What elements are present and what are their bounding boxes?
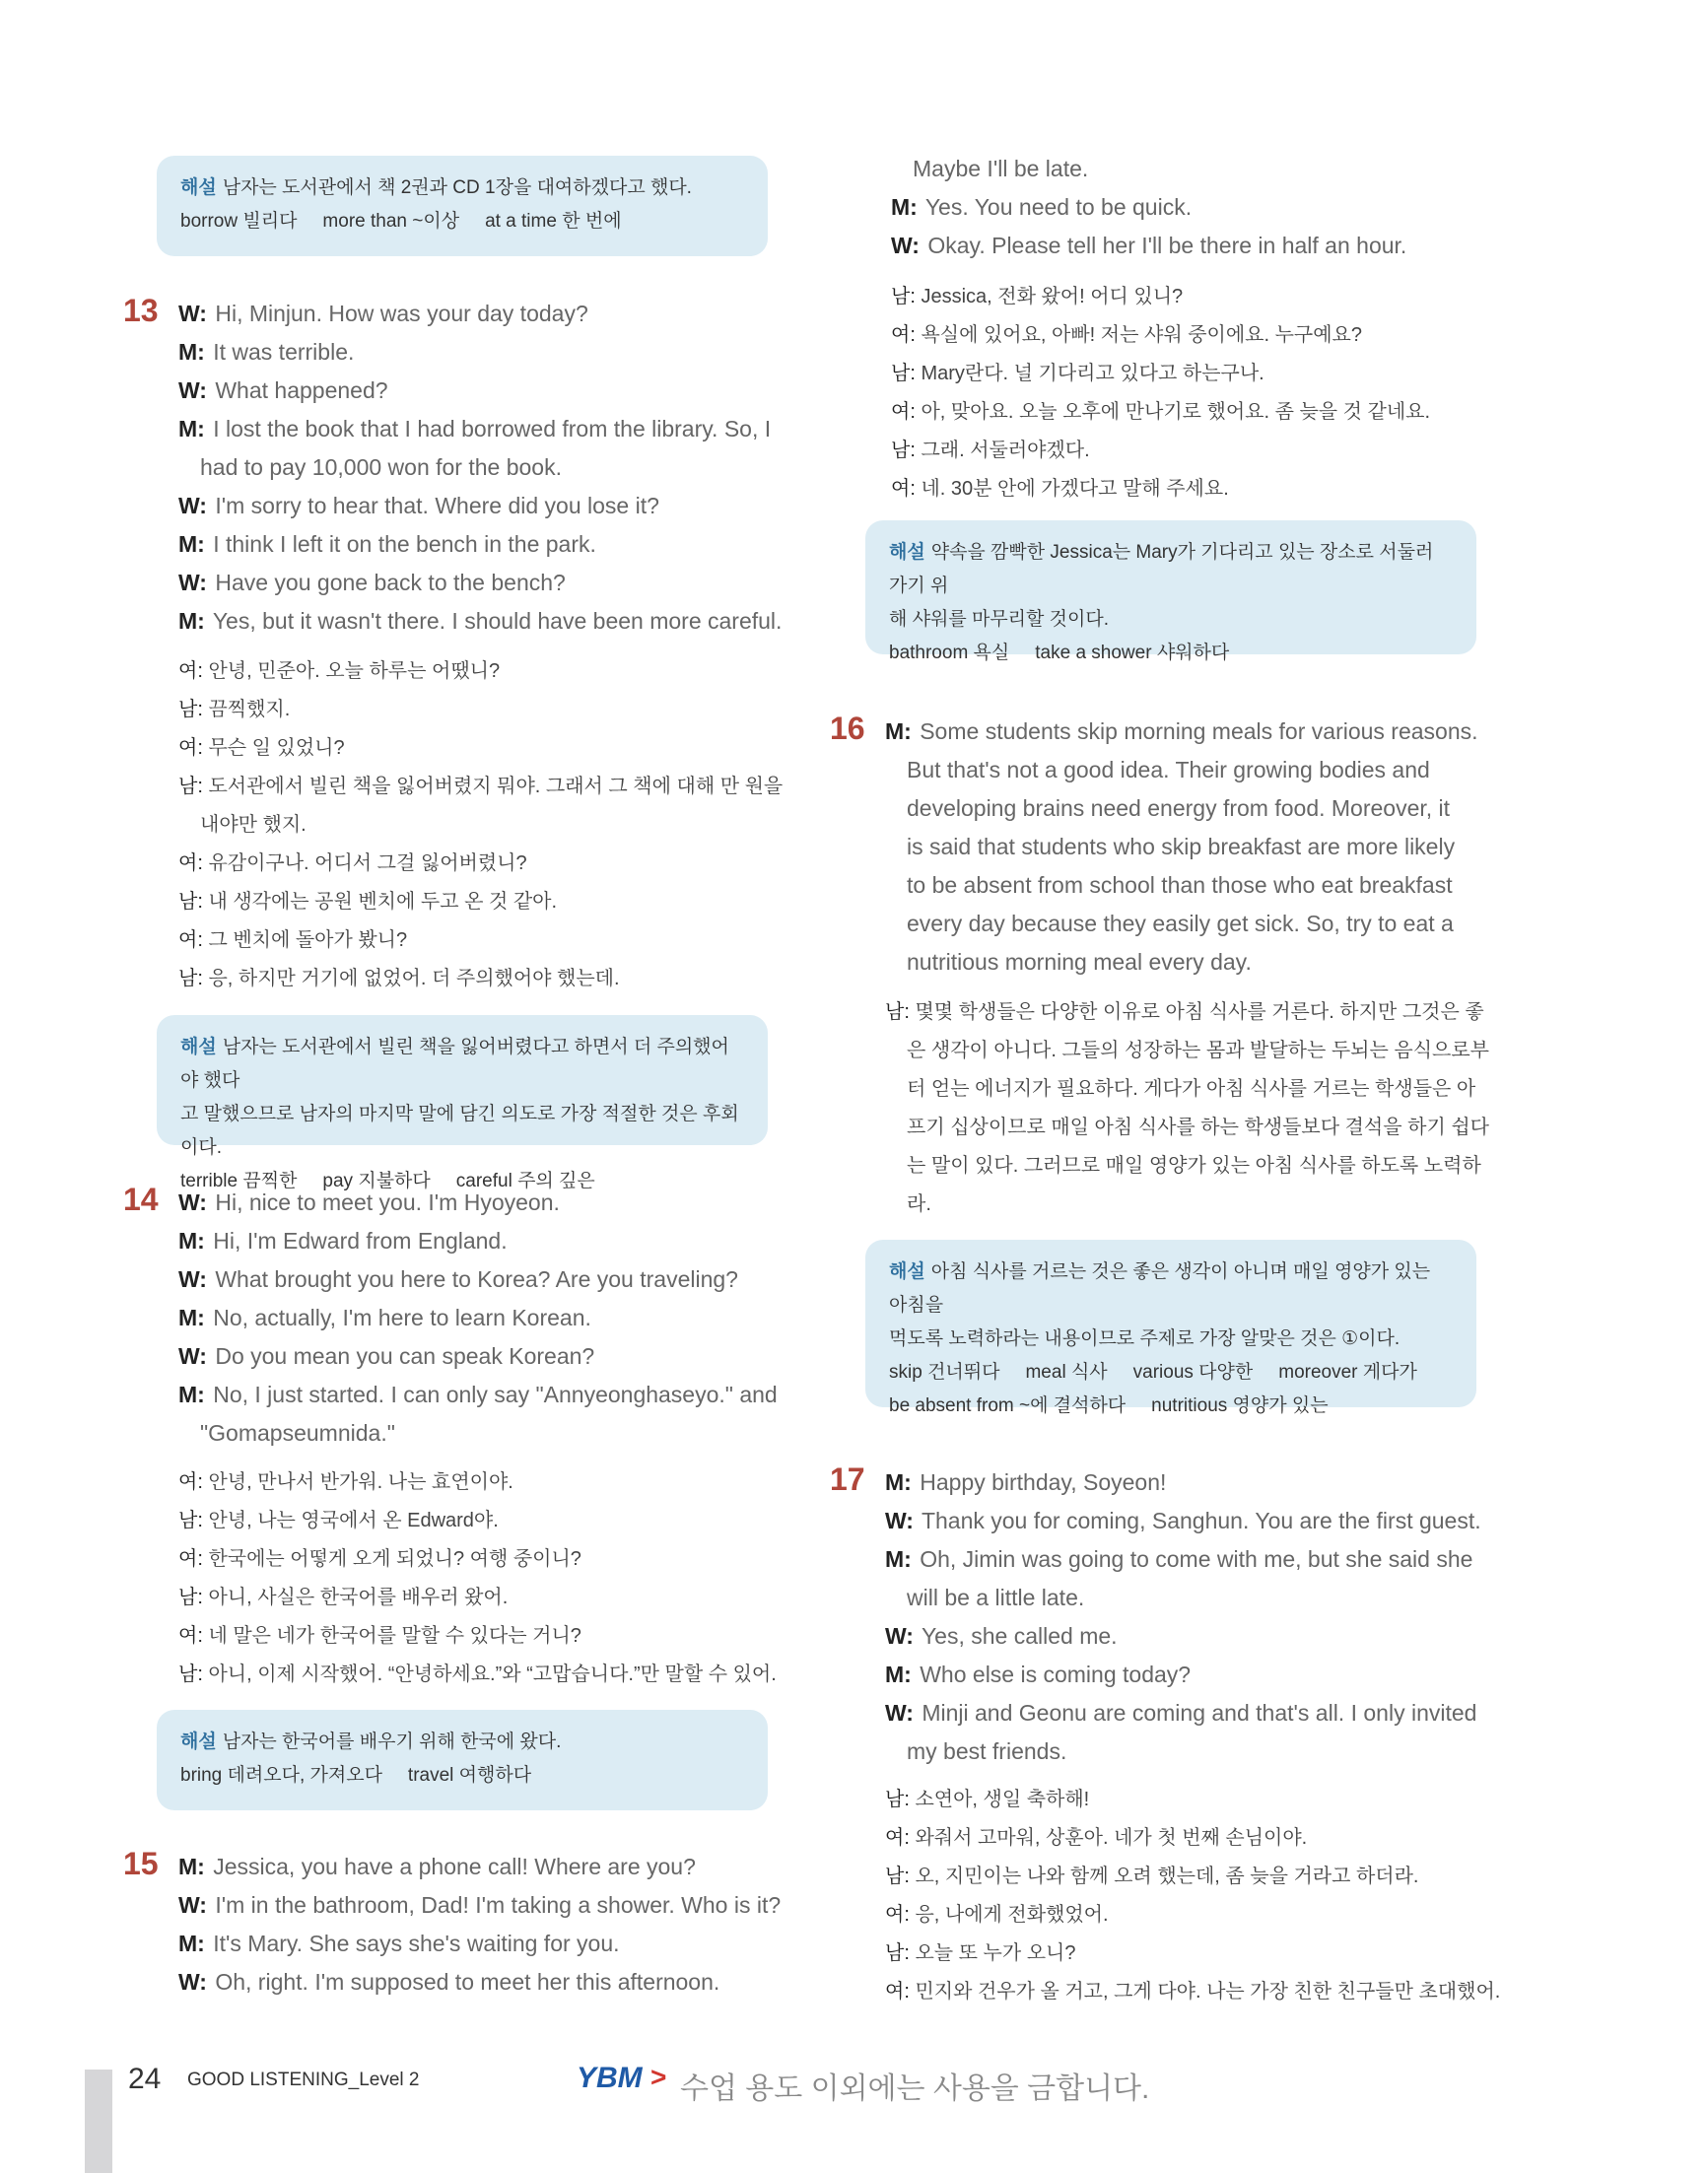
explanation-box-16 [865,1240,1476,1416]
line-text: 아니, 사실은 한국어를 배우러 왔어. [208,1587,509,1608]
speaker-label: 남: [885,1001,910,1023]
vocab-item: pay 지불하다 [322,1171,431,1191]
explanation-text: 남자는 한국어를 배우기 위해 한국에 왔다. [222,1732,562,1752]
explanation-tag: 해설 [180,1037,217,1057]
translation-line [891,470,1229,509]
speaker-label: M: [178,1931,205,1956]
line-text: "Gomapseumnida." [200,1420,395,1446]
line-text: Who else is coming today? [920,1662,1192,1687]
vocab-item: nutritious 영양가 있는 [1151,1395,1329,1416]
line-text: Have you gone back to the bench? [215,570,566,595]
dialogue-line [885,1463,1166,1502]
line-text: 응, 나에게 전화했었어. [915,1904,1109,1926]
line-text: 오늘 또 누가 오니? [915,1942,1076,1964]
line-text: had to pay 10,000 won for the book. [200,454,562,480]
vocab-item: travel 여행하다 [407,1765,532,1786]
dialogue-line [885,1540,1472,1579]
line-text: 응, 하지만 거기에 없었어. 더 주의했어야 했는데. [208,968,620,989]
line-text: Jessica, 전화 왔어! 어디 있니? [921,286,1184,307]
translation-line [885,1935,1076,1973]
translation-line [907,1032,1489,1070]
speaker-label: M: [178,1228,205,1254]
speaker-label: M: [178,1305,205,1330]
explanation-text: 아침 식사를 거르는 것은 좋은 생각이 아니며 매일 영양가 있는 아침을 [889,1261,1431,1316]
dialogue-line [885,1694,1476,1732]
dialogue-line [178,1184,560,1222]
speaker-label: 남: [178,1664,203,1685]
explanation-tag: 해설 [180,1732,217,1752]
dialogue-line [178,1963,719,2002]
speaker-label: W: [178,1892,207,1918]
dialogue-line [891,227,1406,265]
line-text: 그래. 서둘러야겠다. [921,440,1090,461]
translation-line [891,316,1362,355]
page-number: 24 [128,2063,162,2095]
translation-line [178,921,407,960]
speaker-label: W: [178,1343,207,1369]
speaker-label: M: [885,1662,912,1687]
speaker-label: 여: [885,1904,910,1926]
translation-line [907,1186,931,1224]
line-text: 오, 지민이는 나와 함께 오려 했는데, 좀 늦을 거라고 하더라. [915,1866,1419,1887]
line-text: It was terrible. [213,339,355,365]
speaker-label: W: [885,1700,914,1726]
line-text: No, actually, I'm here to learn Korean. [213,1305,591,1330]
speaker-label: W: [178,570,207,595]
dialogue-line [907,905,1454,943]
line-text: I'm sorry to hear that. Where did you lose it? [215,493,659,518]
line-text: I lost the book that I had borrowed from the library. So, I [213,416,772,441]
speaker-label: W: [885,1623,914,1649]
speaker-label: 여: [885,1827,910,1849]
line-text: 안녕, 만나서 반가워. 나는 효연이야. [208,1471,513,1493]
chevron-right-icon: > [650,2062,667,2092]
line-text: 욕실에 있어요, 아빠! 저는 샤워 중이에요. 누구예요? [921,324,1362,346]
line-text: Thank you for coming, Sanghun. You are the first guest. [921,1508,1481,1533]
dialogue-line [885,713,1478,751]
dialogue-line [907,789,1450,828]
dialogue-line [885,1617,1118,1656]
line-text: 안녕, 나는 영국에서 온 Edward야. [208,1510,499,1531]
dialogue-line [885,1656,1191,1694]
dialogue-line [178,1886,781,1925]
dialogue-line [178,1222,508,1260]
line-text: 끔찍했지. [208,699,291,720]
translation-line [178,1579,508,1617]
speaker-label: 여: [891,324,916,346]
translation-line [885,1973,1500,2011]
line-text: What brought you here to Korea? Are you traveling? [215,1266,738,1292]
speaker-label: 여: [178,660,203,682]
line-text: 몇몇 학생들은 다양한 이유로 아침 식사를 거른다. 하지만 그것은 좋 [915,1001,1484,1023]
line-text: Minji and Geonu are coming and that's all. I only invited [922,1700,1477,1726]
line-text: 와줘서 고마워, 상훈아. 네가 첫 번째 손님이야. [915,1827,1308,1849]
speaker-label: 여: [178,852,203,874]
line-text: developing brains need energy from food. Moreover, it [907,795,1451,821]
dialogue-line [178,410,771,448]
dialogue-line [178,295,588,333]
line-text: Hi, Minjun. How was your day today? [215,301,588,326]
line-text: 유감이구나. 어디서 그걸 잃어버렸니? [208,852,527,874]
translation-line [891,393,1430,432]
explanation-text: 먹도록 노력하라는 내용이므로 주제로 가장 알맞은 것은 ①이다. [889,1328,1401,1349]
line-text: 민지와 건우가 올 거고, 그게 다야. 나는 가장 친한 친구들만 초대했어. [915,1981,1501,2003]
speaker-label: 여: [885,1981,910,2003]
dialogue-line [178,1260,738,1299]
dialogue-line [907,866,1453,905]
translation-line [891,355,1264,393]
dialogue-line [891,188,1192,227]
speaker-label: 여: [178,1625,203,1647]
translation-line [891,278,1183,316]
explanation-text: 고 말했으므로 남자의 마지막 말에 담긴 의도로 가장 적절한 것은 후회이다. [180,1104,739,1158]
line-text: 도서관에서 빌린 책을 잃어버렸지 뭐야. 그래서 그 책에 대해 만 원을 [208,776,784,797]
speaker-label: M: [885,718,912,744]
vocab-item: bathroom 욕실 [889,643,1010,663]
explanation-box-15 [865,520,1476,663]
dialogue-line [178,1848,696,1886]
question-number-16: 16 [830,711,865,746]
vocab-item: terrible 끔찍한 [180,1171,298,1191]
speaker-label: 여: [178,737,203,759]
dialogue-line [907,828,1455,866]
line-text: to be absent from school than those who eat breakfast [907,872,1453,898]
translation-line [885,1781,1089,1819]
explanation-tag: 해설 [889,1261,925,1282]
speaker-label: W: [891,233,920,258]
speaker-label: 남: [178,699,203,720]
speaker-label: 여: [891,478,916,500]
explanation-tag: 해설 [889,542,925,563]
dialogue-line [907,1732,1066,1771]
vocab-item: meal 식사 [1025,1362,1108,1383]
line-text: 무슨 일 있었니? [208,737,345,759]
line-text: my best friends. [907,1738,1067,1764]
speaker-label: W: [178,1266,207,1292]
translation-line [178,691,290,729]
translation-line [891,432,1090,470]
speaker-label: M: [178,608,205,634]
speaker-label: M: [885,1546,912,1572]
line-text: 은 생각이 아니다. 그들의 성장하는 몸과 발달하는 두뇌는 음식으로부 [907,1040,1489,1061]
translation-line [178,729,345,768]
translation-line [178,768,783,806]
footer-side-bar [85,2070,112,2173]
line-text: 그 벤치에 돌아가 봤니? [208,929,408,951]
question-number-13: 13 [123,293,159,328]
brand-logo: YBM [577,2062,643,2094]
translation-line [885,1858,1419,1896]
line-text: But that's not a good idea. Their growing bodies and [907,757,1430,782]
translation-line [885,993,1484,1032]
line-text: Mary란다. 널 기다리고 있다고 하는구나. [921,363,1264,384]
line-text: 는 말이 있다. 그러므로 매일 영양가 있는 아침 식사를 하도록 노력하 [907,1155,1481,1177]
explanation-box-12 [157,156,768,256]
vocab-item: more than ~이상 [322,211,460,232]
speaker-label: M: [885,1469,912,1495]
line-text: Some students skip morning meals for various reasons. [920,718,1478,744]
vocab-item: various 다양한 [1132,1362,1254,1383]
explanation-box-13 [157,1015,768,1191]
line-text: 아니, 이제 시작했어. “안녕하세요.”와 “고맙습니다.”만 말할 수 있어. [208,1664,777,1685]
translation-line [178,1617,581,1656]
line-text: Yes, she called me. [921,1623,1118,1649]
dialogue-line [178,1925,620,1963]
line-text: 내 생각에는 공원 벤치에 두고 온 것 같아. [208,891,558,913]
speaker-label: 남: [891,440,916,461]
translation-line [200,806,307,845]
line-text: Happy birthday, Soyeon! [920,1469,1167,1495]
book-title: GOOD LISTENING_Level 2 [187,2070,420,2090]
line-text: What happened? [215,377,388,403]
dialogue-line [178,487,659,525]
dialogue-line [200,1414,395,1453]
speaker-label: W: [178,1969,207,1995]
line-text: I think I left it on the bench in the park. [213,531,596,557]
speaker-label: 여: [178,929,203,951]
line-text: Do you mean you can speak Korean? [215,1343,595,1369]
line-text: 터 얻는 에너지가 필요하다. 게다가 아침 식사를 거르는 학생들은 아 [907,1078,1476,1100]
line-text: Hi, nice to meet you. I'm Hyoyeon. [215,1189,560,1215]
line-text: is said that students who skip breakfast are more likely [907,834,1456,859]
speaker-label: 남: [891,286,916,307]
usage-notice: 수업 용도 이외에는 사용을 금합니다. [680,2072,1150,2105]
explanation-text: 해 샤워를 마무리할 것이다. [889,609,1110,630]
speaker-label: 남: [885,1866,910,1887]
dialogue-line [178,602,782,641]
translation-line [178,845,527,883]
line-text: 안녕, 민준아. 오늘 하루는 어땠니? [208,660,501,682]
dialogue-line [178,564,566,602]
line-text: 라. [907,1193,931,1215]
dialogue-line [200,448,562,487]
translation-line [178,1463,513,1502]
vocab-item: moreover 게다가 [1278,1362,1417,1383]
vocab-item: careful 주의 깊은 [455,1171,595,1191]
question-number-14: 14 [123,1182,159,1217]
line-text: 내야만 했지. [200,814,307,836]
vocab-item: at a time 한 번에 [485,211,622,232]
dialogue-line [178,333,354,372]
translation-line [885,1896,1109,1935]
vocab-item: be absent from ~에 결석하다 [889,1395,1127,1416]
line-text: 한국에는 어떻게 오게 되었니? 여행 중이니? [208,1548,581,1570]
speaker-label: M: [178,1382,205,1407]
speaker-label: W: [178,1189,207,1215]
vocab-item: take a shower 샤워하다 [1035,643,1230,663]
speaker-label: W: [178,493,207,518]
speaker-label: 남: [178,1510,203,1531]
dialogue-line [178,525,596,564]
line-text: 네. 30분 안에 가겠다고 말해 주세요. [921,478,1229,500]
line-text: Oh, right. I'm supposed to meet her this afternoon. [215,1969,720,1995]
translation-line [907,1147,1481,1186]
translation-line [178,960,620,998]
line-text: 네 말은 네가 한국어를 말할 수 있다는 거니? [208,1625,581,1647]
translation-line [178,652,500,691]
explanation-text: 남자는 도서관에서 책 2권과 CD 1장을 대여하겠다고 했다. [222,177,692,198]
translation-line [178,1656,777,1694]
speaker-label: M: [178,1854,205,1879]
speaker-label: M: [178,531,205,557]
dialogue-line [178,1299,591,1337]
translation-line [907,1070,1475,1109]
speaker-label: 남: [885,1789,910,1810]
speaker-label: M: [178,416,205,441]
speaker-label: 여: [891,401,916,423]
explanation-tag: 해설 [180,177,217,198]
line-text: No, I just started. I can only say "Annyeonghaseyo." and [213,1382,778,1407]
speaker-label: 남: [891,363,916,384]
speaker-label: 남: [178,891,203,913]
line-text: 소연아, 생일 축하해! [915,1789,1090,1810]
question-number-17: 17 [830,1461,865,1497]
vocab-item: skip 건너뛰다 [889,1362,1000,1383]
line-text: nutritious morning meal every day. [907,949,1252,975]
line-text: Oh, Jimin was going to come with me, but she said she [920,1546,1473,1572]
speaker-label: 남: [178,1587,203,1608]
speaker-label: W: [178,377,207,403]
translation-line [885,1819,1307,1858]
question-number-15: 15 [123,1846,159,1881]
line-text: Yes, but it wasn't there. I should have been more careful. [212,608,783,634]
dialogue-line [907,1579,1084,1617]
dialogue-line [907,943,1252,982]
line-text: Jessica, you have a phone call! Where are you? [213,1854,696,1879]
dialogue-line [907,751,1430,789]
speaker-label: W: [885,1508,914,1533]
speaker-label: 남: [178,776,203,797]
line-text: will be a little late. [907,1585,1085,1610]
dialogue-line [178,1337,594,1376]
speaker-label: M: [178,339,205,365]
vocab-item: borrow 빌리다 [180,211,298,232]
line-text: Hi, I'm Edward from England. [213,1228,508,1254]
line-text: every day because they easily get sick. So, try to eat a [907,911,1454,936]
line-text: I'm in the bathroom, Dad! I'm taking a shower. Who is it? [215,1892,782,1918]
explanation-text: 남자는 도서관에서 빌린 책을 잃어버렸다고 하면서 더 주의했어야 했다 [180,1037,729,1091]
line-text: 아, 맞아요. 오늘 오후에 만나기로 했어요. 좀 늦을 것 같네요. [921,401,1431,423]
translation-line [178,883,557,921]
speaker-label: 여: [178,1471,203,1493]
explanation-text: 약속을 깜빡한 Jessica는 Mary가 기다리고 있는 장소로 서둘러 가기 위 [889,542,1434,596]
dialogue-line [913,150,1088,188]
speaker-label: 남: [178,968,203,989]
vocab-item: bring 데려오다, 가져오다 [180,1765,382,1786]
speaker-label: 남: [885,1942,910,1964]
speaker-label: 여: [178,1548,203,1570]
line-text: Maybe I'll be late. [913,156,1089,181]
line-text: It's Mary. She says she's waiting for you. [213,1931,620,1956]
dialogue-line [178,1376,778,1414]
line-text: Yes. You need to be quick. [924,194,1193,220]
translation-line [178,1502,499,1540]
explanation-box-14 [157,1710,768,1810]
line-text: Okay. Please tell her I'll be there in half an hour. [927,233,1407,258]
dialogue-line [885,1502,1481,1540]
translation-line [178,1540,581,1579]
speaker-label: M: [891,194,918,220]
line-text: 프기 십상이므로 매일 아침 식사를 하는 학생들보다 결석을 하기 쉽다 [907,1117,1489,1138]
dialogue-line [178,372,388,410]
translation-line [907,1109,1489,1147]
speaker-label: W: [178,301,207,326]
